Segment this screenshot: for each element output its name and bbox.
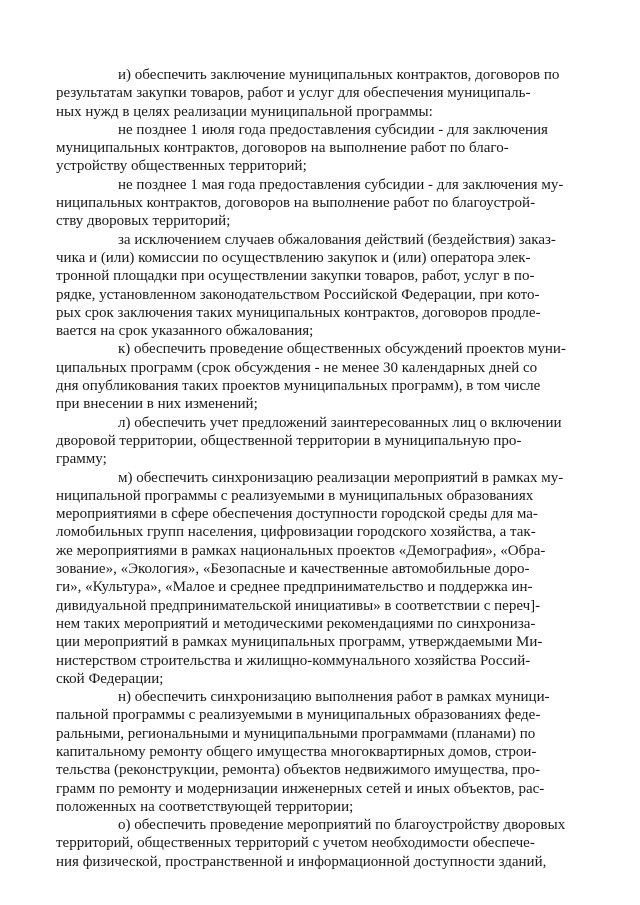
paragraph: [56, 816, 582, 871]
text-line: и) обеспечить заключение муниципальных контрактов, договоров по: [118, 67, 560, 83]
text-line: л) обеспечить учет предложений заинтересованных лиц о включении: [118, 414, 562, 431]
text-line: ния физической, пространственной и информационной доступности зданий,: [56, 853, 547, 870]
text-line: вается на срок указанного обжалования;: [56, 323, 314, 340]
text-line: же мероприятиями в рамках национальных проектов «Демография», «Обра-: [56, 542, 546, 559]
text-line: о) обеспечить проведение мероприятий по благоустройству дворовых: [118, 817, 566, 834]
text-line: ниципальной программы с реализуемыми в муниципальных образованиях: [56, 487, 534, 504]
text-line: дня опубликования таких проектов муниципальных программ), в том числе: [56, 378, 541, 395]
text-line: дивидуальной предпринимательской инициативы» в соответствии с переч]-: [56, 597, 541, 614]
text-line: ниципальных контрактов, договоров на выполнение работ по благоустрой-: [56, 195, 536, 212]
text-line: за исключением случаев обжалования действий (бездействия) заказ-: [118, 231, 556, 248]
text-line: не позднее 1 мая года предоставления субсидии - для заключения му-: [118, 176, 564, 193]
text-line: н) обеспечить синхронизацию выполнения работ в рамках муници-: [118, 689, 550, 706]
paragraph: [56, 340, 582, 413]
text-line: нем таких мероприятий и методическими рекомендациями по синхрониза-: [56, 615, 536, 632]
text-line: ции мероприятий в рамках муниципальных программ, утверждаемыми Ми-: [56, 634, 543, 651]
paragraph: [56, 121, 582, 176]
paragraph: [56, 176, 582, 231]
text-line: муниципальных контрактов, договоров на выполнение работ по благо-: [56, 140, 509, 157]
text-line: при внесении в них изменений;: [56, 396, 258, 413]
text-line: рых срок заключения таких муниципальных контрактов, договоров продле-: [56, 304, 541, 321]
text-line: зование», «Экология», «Безопасные и качественные автомобильные доро-: [56, 561, 530, 578]
text-line: капитальному ремонту общего имущества многоквартирных домов, строи-: [56, 743, 537, 760]
text-line: к) обеспечить проведение общественных обсуждений проектов муни-: [118, 341, 566, 358]
paragraph: [56, 414, 582, 469]
text-line: ломобильных групп населения, цифровизации городского хозяйства, а так-: [56, 524, 536, 541]
text-line: чика и (или) комиссии по осуществлению закупок и (или) оператора элек-: [56, 249, 531, 266]
text-line: ципальных программ (срок обсуждения - не менее 30 календарных дней со: [56, 359, 538, 376]
text-line: ральными, региональными и муниципальными программами (планами) по: [56, 725, 536, 742]
paragraph: [56, 688, 582, 816]
text-line: рядке, установленном законодательством Российской Федерации, при кото-: [56, 286, 540, 303]
text-line: нистерством строительства и жилищно-коммунального хозяйства Россий-: [56, 652, 531, 669]
text-line: пальной программы с реализуемыми в муниципальных образованиях феде-: [56, 707, 541, 724]
text-line: грамму;: [56, 451, 107, 468]
paragraph: [56, 469, 582, 689]
text-line: ги», «Культура», «Малое и среднее предпринимательство и поддержка ин-: [56, 579, 533, 596]
text-line: дворовой территории, общественной территории в муниципальную про-: [56, 432, 522, 449]
text-line: ской Федерации;: [56, 670, 164, 687]
text-line: тронной площадки при осуществлении закупки товаров, работ, услуг в по-: [56, 268, 535, 285]
text-line: не позднее 1 июля года предоставления субсидии - для заключения: [118, 121, 548, 138]
text-line: территорий, общественных территорий с учетом необходимости обеспече-: [56, 835, 535, 852]
paragraph: [56, 231, 582, 341]
text-line: ных нужд в целях реализации муниципальной программы:: [56, 103, 433, 120]
text-line: тельства (реконструкции, ремонта) объектов недвижимого имущества, про-: [56, 762, 541, 779]
text-line: грамм по ремонту и модернизации инженерных сетей и иных объектов, рас-: [56, 780, 545, 797]
text-line: положенных на соответствующей территории;: [56, 798, 354, 815]
text-line: ству дворовых территорий;: [56, 213, 231, 230]
text-line: результатам закупки товаров, работ и услуг для обеспечения муниципаль-: [56, 85, 531, 102]
text-line: устройству общественных территорий;: [56, 158, 307, 175]
text-line: м) обеспечить синхронизацию реализации мероприятий в рамках му-: [118, 469, 564, 486]
paragraph: [56, 66, 582, 121]
text-line: мероприятиями в сфере обеспечения доступности городской среды для ма-: [56, 506, 538, 523]
